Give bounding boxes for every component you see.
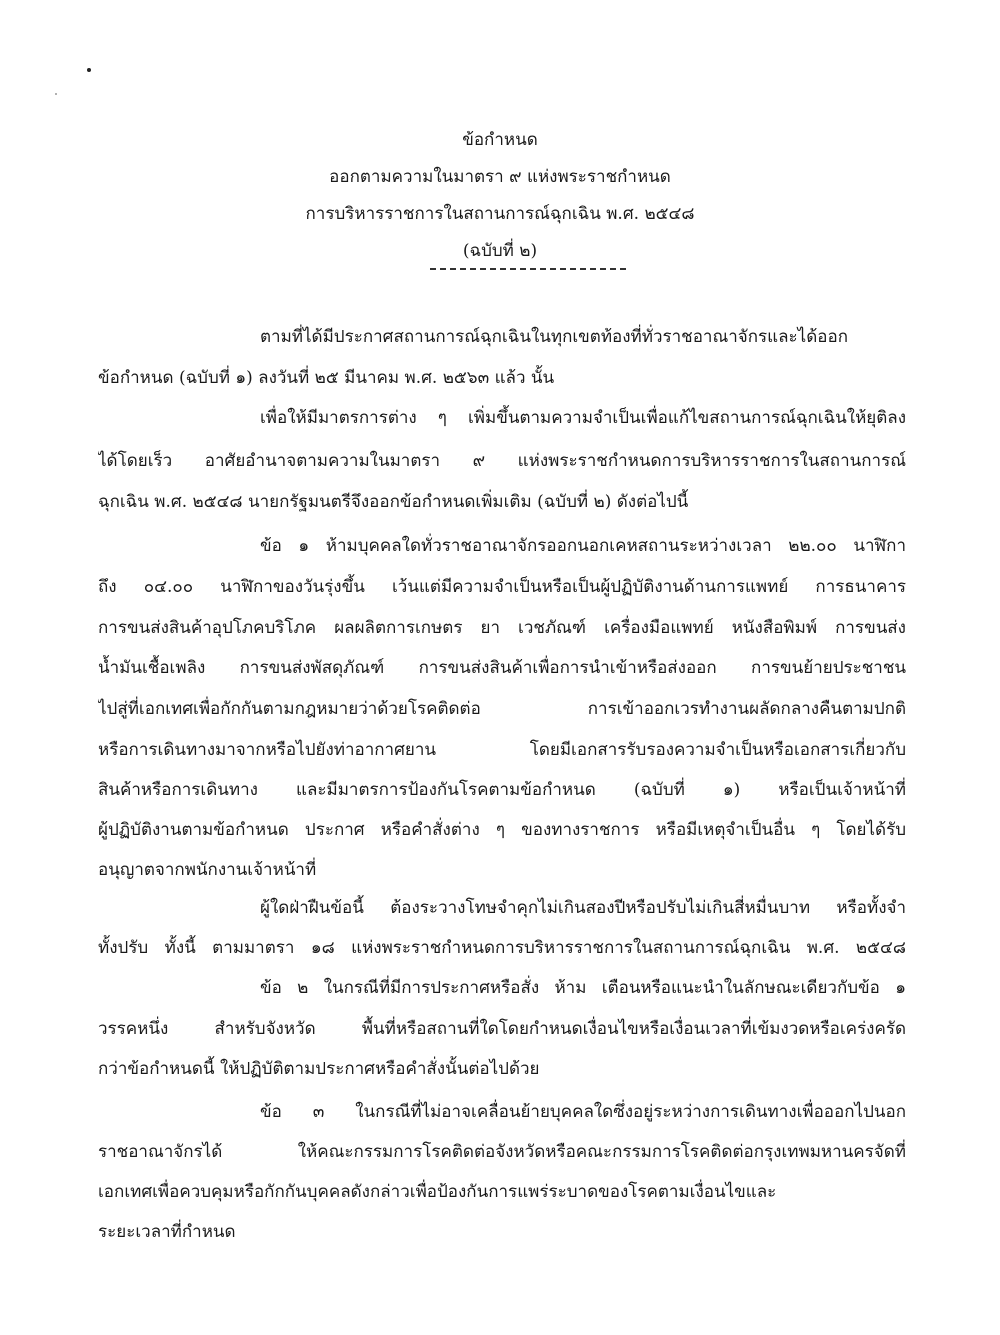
scan-speck xyxy=(87,68,91,72)
preamble-line: ข้อกำหนด (ฉบับที่ ๑) ลงวันที่ ๒๕ มีนาคม พ.ศ. ๒๕๖๓ แล้ว นั้น xyxy=(98,368,555,388)
purpose-line: ฉุกเฉิน พ.ศ. ๒๕๔๘ นายกรัฐมนตรีจึงออกข้อกำหนดเพิ่มเติม (ฉบับที่ ๒) ดังต่อไปนี้ xyxy=(98,492,689,512)
heading-act-name: การบริหารราชการในสถานการณ์ฉุกเฉิน พ.ศ. ๒๕๔๘ xyxy=(305,204,695,224)
clause-1-line: การขนส่งสินค้าอุปโภคบริโภค ผลผลิตการเกษตร ยา เวชภัณฑ์ เครื่องมือแพทย์ หนังสือพิมพ์ การขนส่ง xyxy=(98,618,906,638)
penalty-line: ผู้ใดฝ่าฝืนข้อนี้ ต้องระวางโทษจำคุกไม่เกินสองปีหรือปรับไม่เกินสี่หมื่นบาท หรือทั้งจำ xyxy=(260,898,906,918)
purpose-line: ได้โดยเร็ว อาศัยอำนาจตามความในมาตรา ๙ แห่งพระราชกำหนดการบริหารราชการในสถานการณ์ xyxy=(98,451,906,471)
clause-1-line: ผู้ปฏิบัติงานตามข้อกำหนด ประกาศ หรือคำสั่งต่าง ๆ ของทางราชการ หรือมีเหตุจำเป็นอื่น ๆ โดยได้รับ xyxy=(98,820,906,840)
clause-1-line: ไปสู่ที่เอกเทศเพื่อกักกันตามกฎหมายว่าด้วยโรคติดต่อ การเข้าออกเวรทำงานผลัดกลางคืนตามปกติ xyxy=(98,699,906,719)
heading-divider xyxy=(430,268,626,270)
clause-1-line: น้ำมันเชื้อเพลิง การขนส่งพัสดุภัณฑ์ การขนส่งสินค้าเพื่อการนำเข้าหรือส่งออก การขนย้ายประชาชน xyxy=(98,658,906,678)
clause-1-line: ถึง ๐๔.๐๐ นาฬิกาของวันรุ่งขึ้น เว้นแต่มีความจำเป็นหรือเป็นผู้ปฏิบัติงานด้านการแพทย์ การธนาคาร xyxy=(98,577,906,597)
clause-3-line: ระยะเวลาที่กำหนด xyxy=(98,1222,236,1242)
purpose-line: เพื่อให้มีมาตรการต่าง ๆ เพิ่มขึ้นตามความจำเป็นเพื่อแก้ไขสถานการณ์ฉุกเฉินให้ยุติลง xyxy=(260,408,906,428)
scan-speck-faint xyxy=(55,93,57,95)
heading-subtitle: ออกตามความในมาตรา ๙ แห่งพระราชกำหนด xyxy=(329,167,671,187)
clause-3-line: เอกเทศเพื่อควบคุมหรือกักกันบุคคลดังกล่าวเพื่อป้องกันการแพร่ระบาดของโรคตามเงื่อนไขและ xyxy=(98,1182,777,1202)
heading-title: ข้อกำหนด xyxy=(462,130,538,150)
preamble-line: ตามที่ได้มีประกาศสถานการณ์ฉุกเฉินในทุกเขตท้องที่ทั่วราชอาณาจักรและได้ออก xyxy=(260,327,848,347)
clause-1-line: สินค้าหรือการเดินทาง และมีมาตรการป้องกันโรคตามข้อกำหนด (ฉบับที่ ๑) หรือเป็นเจ้าหน้าที่ xyxy=(98,780,906,800)
clause-1-line: ข้อ ๑ ห้ามบุคคลใดทั่วราชอาณาจักรออกนอกเคหสถานระหว่างเวลา ๒๒.๐๐ นาฬิกา xyxy=(260,536,906,556)
heading-issue-number: (ฉบับที่ ๒) xyxy=(462,241,538,261)
penalty-line: ทั้งปรับ ทั้งนี้ ตามมาตรา ๑๘ แห่งพระราชกำหนดการบริหารราชการในสถานการณ์ฉุกเฉิน พ.ศ. ๒๕๔๘ xyxy=(98,938,906,958)
clause-1-line: อนุญาตจากพนักงานเจ้าหน้าที่ xyxy=(98,860,317,880)
clause-2-line: กว่าข้อกำหนดนี้ ให้ปฏิบัติตามประกาศหรือคำสั่งนั้นต่อไปด้วย xyxy=(98,1059,540,1079)
clause-3-line: ข้อ ๓ ในกรณีที่ไม่อาจเคลื่อนย้ายบุคคลใดซึ่งอยู่ระหว่างการเดินทางเพื่อออกไปนอก xyxy=(260,1102,906,1122)
clause-1-line: หรือการเดินทางมาจากหรือไปยังท่าอากาศยาน โดยมีเอกสารรับรองความจำเป็นหรือเอกสารเกี่ยวกับ xyxy=(98,740,906,760)
clause-2-line: ข้อ ๒ ในกรณีที่มีการประกาศหรือสั่ง ห้าม เตือนหรือแนะนำในลักษณะเดียวกับข้อ ๑ xyxy=(260,978,906,998)
document-heading xyxy=(0,122,1000,270)
clause-2-line: วรรคหนึ่ง สำหรับจังหวัด พื้นที่หรือสถานที่ใดโดยกำหนดเงื่อนไขหรือเงื่อนเวลาที่เข้มงวดหรือเคร่งครัด xyxy=(98,1019,906,1039)
clause-3-line: ราชอาณาจักรได้ ให้คณะกรรมการโรคติดต่อจังหวัดหรือคณะกรรมการโรคติดต่อกรุงเทพมหานครจัดที่ xyxy=(98,1142,906,1162)
